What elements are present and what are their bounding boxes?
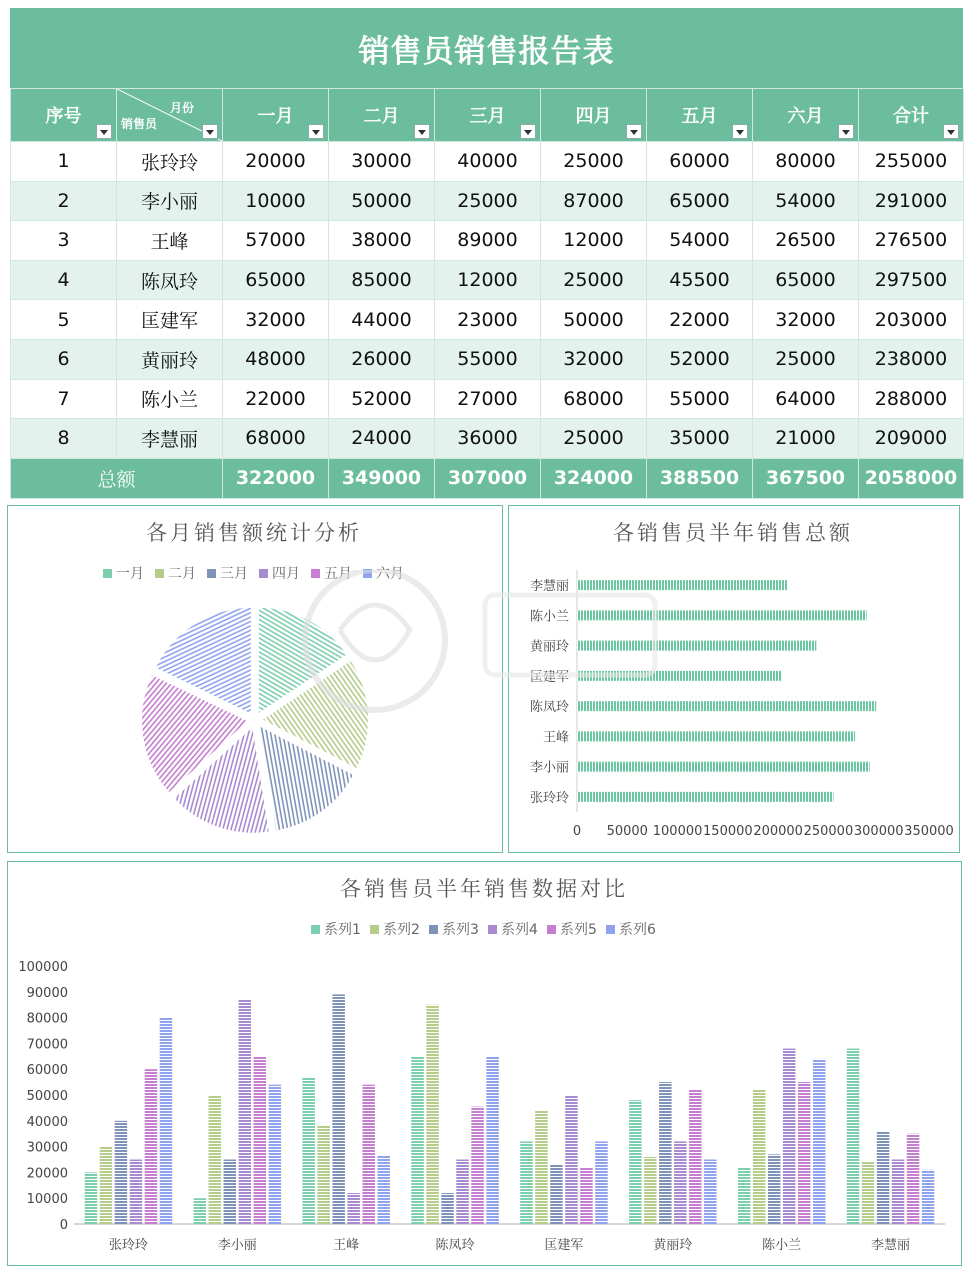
column-bar	[317, 1126, 330, 1224]
column-bar	[644, 1157, 657, 1224]
cell-value: 27000	[435, 379, 541, 419]
legend-swatch	[259, 569, 268, 578]
cell-value: 24000	[329, 419, 435, 459]
column-tick-label: 40000	[26, 1114, 68, 1130]
hbar-category-label: 李小丽	[529, 760, 569, 776]
column-bar	[877, 1131, 890, 1224]
cell-value: 35000	[647, 419, 753, 459]
cell-seq: 6	[11, 339, 117, 379]
cell-name: 黄丽玲	[117, 339, 223, 379]
column-category-label: 张玲玲	[108, 1238, 148, 1253]
cell-value: 65000	[647, 181, 753, 221]
hbar-category-label: 王峰	[542, 730, 569, 746]
column-chart-title: 各销售员半年销售数据对比	[340, 877, 628, 901]
column-bar	[224, 1160, 237, 1225]
column-bar	[471, 1107, 484, 1224]
column-bar	[689, 1090, 702, 1224]
cell-value: 25000	[541, 419, 647, 459]
column-tick-label: 50000	[26, 1089, 68, 1104]
column-bar	[892, 1160, 905, 1225]
legend-swatch	[547, 925, 556, 934]
cell-value: 12000	[435, 260, 541, 300]
column-bar	[332, 994, 345, 1224]
column-bar	[704, 1160, 717, 1225]
footer-month-total: 349000	[329, 458, 435, 498]
column-bar	[115, 1121, 128, 1224]
column-bar	[130, 1160, 143, 1225]
cell-total: 209000	[859, 419, 964, 459]
cell-total: 297500	[859, 260, 964, 300]
cell-value: 87000	[541, 181, 647, 221]
column-category-label: 匡建军	[544, 1238, 584, 1253]
table-row	[11, 260, 964, 300]
cell-value: 89000	[435, 221, 541, 261]
table-row	[11, 300, 964, 340]
pie-legend-label: 三月	[220, 566, 248, 582]
cell-value: 85000	[329, 260, 435, 300]
hbar-tick-label: 200000	[753, 824, 803, 839]
column-category-label: 陈小兰	[762, 1238, 802, 1253]
cell-name: 王峰	[117, 221, 223, 261]
hbar-chart	[509, 506, 958, 851]
column-bar	[783, 1049, 796, 1224]
cell-value: 80000	[753, 142, 859, 182]
column-bar	[862, 1162, 875, 1224]
header-month: 三月	[435, 89, 541, 142]
filter-dropdown-icon[interactable]	[943, 124, 959, 139]
page-title: 销售员销售报告表	[10, 8, 963, 88]
legend-swatch	[311, 569, 320, 578]
hbar-tick-label: 350000	[904, 824, 954, 839]
column-bar	[629, 1100, 642, 1224]
hbar-category-label: 陈小兰	[529, 609, 569, 625]
column-tick-label: 100000	[18, 960, 68, 975]
pie-legend-label: 四月	[272, 566, 300, 582]
cell-value: 25000	[753, 339, 859, 379]
cell-name: 陈凤玲	[117, 260, 223, 300]
legend-swatch	[488, 925, 497, 934]
header-diagonal	[117, 89, 223, 142]
cell-value: 32000	[541, 339, 647, 379]
cell-total: 291000	[859, 181, 964, 221]
hbar-bar	[577, 610, 867, 620]
header-month: 五月	[647, 89, 753, 142]
column-bar	[269, 1085, 282, 1224]
cell-value: 54000	[753, 181, 859, 221]
hbar-bar	[577, 580, 787, 590]
legend-swatch	[311, 925, 320, 934]
table-row	[11, 339, 964, 379]
table-footer-row	[11, 458, 964, 498]
cell-name: 匡建军	[117, 300, 223, 340]
column-bar	[659, 1082, 672, 1224]
cell-value: 40000	[435, 142, 541, 182]
hbar-tick-label: 50000	[606, 824, 648, 839]
legend-swatch	[155, 569, 164, 578]
footer-month-total: 324000	[541, 458, 647, 498]
column-bar	[254, 1056, 267, 1224]
cell-value: 10000	[223, 181, 329, 221]
column-chart	[8, 862, 960, 1264]
column-bar	[550, 1165, 563, 1224]
hbar-category-label: 张玲玲	[529, 790, 569, 806]
footer-month-total: 307000	[435, 458, 541, 498]
header-month-tag: 月份	[169, 101, 194, 115]
pie-chart-panel	[7, 505, 503, 853]
hbar-bar	[577, 762, 870, 772]
column-bar	[145, 1069, 158, 1224]
footer-label: 总额	[11, 458, 223, 498]
column-bar	[194, 1198, 207, 1224]
column-tick-label: 90000	[26, 985, 68, 1001]
cell-value: 23000	[435, 300, 541, 340]
cell-seq: 1	[11, 142, 117, 182]
filter-dropdown-icon[interactable]	[838, 124, 854, 139]
column-bar	[209, 1095, 222, 1224]
pie-chart-title: 各月销售额统计分析	[146, 521, 362, 545]
legend-swatch	[429, 925, 438, 934]
table-row	[11, 181, 964, 221]
legend-swatch	[103, 569, 112, 578]
footer-month-total: 367500	[753, 458, 859, 498]
cell-name: 李慧丽	[117, 419, 223, 459]
column-bar	[674, 1141, 687, 1224]
cell-seq: 5	[11, 300, 117, 340]
cell-value: 60000	[647, 142, 753, 182]
cell-value: 25000	[541, 260, 647, 300]
column-tick-label: 60000	[26, 1063, 68, 1079]
cell-value: 30000	[329, 142, 435, 182]
cell-total: 255000	[859, 142, 964, 182]
hbar-tick-label: 100000	[652, 824, 703, 839]
filter-dropdown-icon[interactable]	[202, 124, 218, 139]
cell-value: 65000	[753, 260, 859, 300]
column-bar	[753, 1090, 766, 1224]
column-legend-label: 系列6	[619, 922, 656, 938]
sales-table	[10, 88, 964, 499]
header-total: 合计	[859, 89, 964, 142]
cell-value: 65000	[223, 260, 329, 300]
cell-value: 52000	[329, 379, 435, 419]
table-row	[11, 221, 964, 261]
legend-swatch	[370, 925, 379, 934]
cell-value: 26000	[329, 339, 435, 379]
cell-value: 57000	[223, 221, 329, 261]
hbar-tick-label: 0	[572, 824, 582, 839]
column-bar	[411, 1056, 424, 1224]
hbar-bar	[577, 641, 816, 651]
cell-value: 25000	[541, 142, 647, 182]
cell-value: 21000	[753, 419, 859, 459]
cell-value: 26500	[753, 221, 859, 261]
cell-value: 48000	[223, 339, 329, 379]
column-tick-label: 70000	[26, 1037, 68, 1053]
pie-legend-label: 六月	[376, 566, 404, 582]
column-bar	[362, 1085, 375, 1224]
column-bar	[565, 1095, 578, 1224]
column-bar	[907, 1134, 920, 1224]
cell-value: 55000	[647, 379, 753, 419]
column-category-label: 黄丽玲	[653, 1238, 693, 1253]
pie-legend-label: 五月	[324, 566, 352, 582]
column-bar	[738, 1167, 751, 1224]
hbar-chart-panel	[508, 505, 960, 853]
cell-value: 68000	[541, 379, 647, 419]
hbar-tick-label: 300000	[853, 824, 904, 839]
cell-name: 张玲玲	[117, 142, 223, 182]
cell-value: 64000	[753, 379, 859, 419]
column-bar	[456, 1160, 469, 1225]
legend-swatch	[363, 569, 372, 578]
column-bar	[426, 1005, 439, 1224]
legend-swatch	[207, 569, 216, 578]
column-legend-label: 系列1	[324, 922, 361, 938]
hbar-category-label: 匡建军	[529, 669, 569, 685]
column-legend-label: 系列4	[501, 922, 538, 938]
cell-value: 45500	[647, 260, 753, 300]
column-tick-label: 80000	[26, 1011, 68, 1027]
cell-total: 203000	[859, 300, 964, 340]
cell-value: 12000	[541, 221, 647, 261]
cell-value: 20000	[223, 142, 329, 182]
column-bar	[100, 1147, 113, 1224]
column-category-label: 李慧丽	[871, 1238, 911, 1253]
header-month: 二月	[329, 89, 435, 142]
column-legend-label: 系列3	[442, 922, 479, 938]
column-bar	[347, 1193, 360, 1224]
hbar-bar	[577, 671, 781, 681]
cell-value: 50000	[329, 181, 435, 221]
cell-value: 68000	[223, 419, 329, 459]
table-row	[11, 142, 964, 182]
footer-grand-total: 2058000	[859, 458, 964, 498]
column-tick-label: 30000	[26, 1140, 68, 1156]
header-month: 四月	[541, 89, 647, 142]
cell-value: 32000	[753, 300, 859, 340]
column-category-label: 李小丽	[217, 1238, 257, 1253]
column-bar	[160, 1018, 173, 1224]
hbar-category-label: 李慧丽	[529, 579, 569, 595]
column-tick-label: 10000	[26, 1192, 68, 1208]
cell-value: 36000	[435, 419, 541, 459]
hbar-category-label: 陈凤玲	[529, 700, 569, 716]
cell-name: 陈小兰	[117, 379, 223, 419]
filter-dropdown-icon[interactable]	[414, 124, 430, 139]
cell-value: 22000	[647, 300, 753, 340]
column-bar	[813, 1059, 826, 1224]
column-bar	[520, 1141, 533, 1224]
column-bar	[798, 1082, 811, 1224]
column-bar	[441, 1193, 454, 1224]
column-legend-label: 系列2	[383, 922, 420, 938]
column-bar	[580, 1167, 593, 1224]
cell-seq: 7	[11, 379, 117, 419]
cell-seq: 4	[11, 260, 117, 300]
column-bar	[847, 1049, 860, 1224]
cell-value: 54000	[647, 221, 753, 261]
table-header-row	[11, 89, 964, 142]
column-bar	[768, 1154, 781, 1224]
pie-chart	[8, 506, 501, 851]
hbar-bar	[577, 701, 876, 711]
cell-value: 52000	[647, 339, 753, 379]
cell-value: 32000	[223, 300, 329, 340]
filter-dropdown-icon[interactable]	[626, 124, 642, 139]
hbar-tick-label: 150000	[703, 824, 753, 839]
column-tick-label: 0	[59, 1218, 68, 1233]
cell-value: 50000	[541, 300, 647, 340]
column-tick-label: 20000	[26, 1166, 68, 1182]
cell-total: 238000	[859, 339, 964, 379]
cell-value: 22000	[223, 379, 329, 419]
filter-dropdown-icon[interactable]	[732, 124, 748, 139]
column-chart-panel	[7, 861, 962, 1266]
filter-dropdown-icon[interactable]	[308, 124, 324, 139]
hbar-category-label: 黄丽玲	[529, 639, 569, 655]
cell-seq: 3	[11, 221, 117, 261]
column-bar	[535, 1110, 548, 1224]
table-row	[11, 419, 964, 459]
column-bar	[486, 1056, 499, 1224]
hbar-bar	[577, 792, 833, 802]
hbar-bar	[577, 731, 855, 741]
table-row	[11, 379, 964, 419]
header-seller-tag: 销售员	[121, 117, 158, 131]
column-bar	[595, 1141, 608, 1224]
hbar-chart-title: 各销售员半年销售总额	[613, 521, 853, 545]
column-legend-label: 系列5	[560, 922, 597, 938]
pie-legend-label: 二月	[168, 566, 196, 582]
filter-dropdown-icon[interactable]	[96, 124, 112, 139]
cell-total: 276500	[859, 221, 964, 261]
cell-value: 38000	[329, 221, 435, 261]
footer-month-total: 388500	[647, 458, 753, 498]
header-month: 六月	[753, 89, 859, 142]
legend-swatch	[606, 925, 615, 934]
column-bar	[377, 1156, 390, 1224]
cell-value: 55000	[435, 339, 541, 379]
cell-seq: 8	[11, 419, 117, 459]
cell-total: 288000	[859, 379, 964, 419]
cell-value: 25000	[435, 181, 541, 221]
footer-month-total: 322000	[223, 458, 329, 498]
header-seq: 序号	[11, 89, 117, 142]
column-category-label: 王峰	[333, 1238, 360, 1253]
column-bar	[922, 1170, 935, 1224]
column-bar	[85, 1172, 98, 1224]
pie-legend-label: 一月	[116, 566, 144, 582]
column-bar	[239, 1000, 252, 1224]
hbar-tick-label: 250000	[803, 824, 854, 839]
cell-seq: 2	[11, 181, 117, 221]
header-month: 一月	[223, 89, 329, 142]
filter-dropdown-icon[interactable]	[520, 124, 536, 139]
column-bar	[302, 1077, 315, 1224]
cell-name: 李小丽	[117, 181, 223, 221]
column-category-label: 陈凤玲	[435, 1238, 475, 1253]
cell-value: 44000	[329, 300, 435, 340]
